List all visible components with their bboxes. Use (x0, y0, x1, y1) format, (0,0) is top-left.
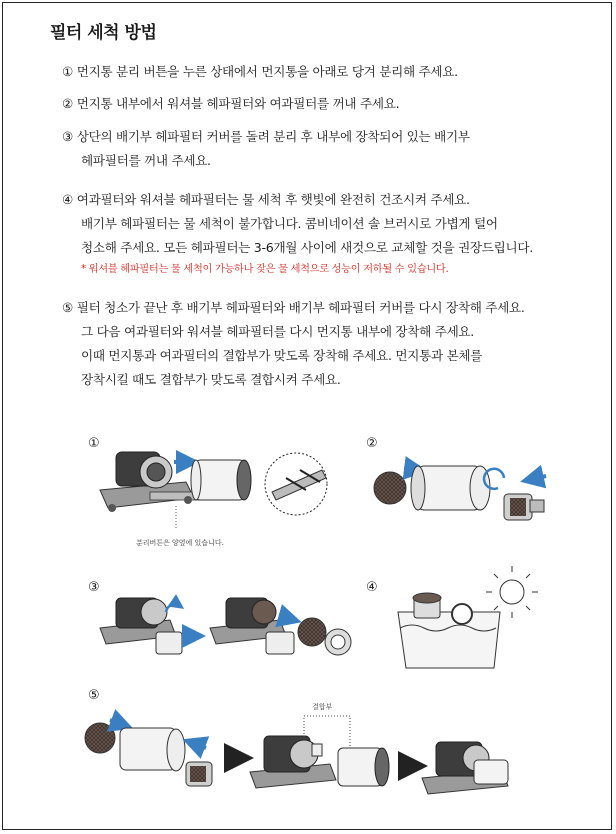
warning-note: * 워셔블 헤파필터는 물 세척이 가능하나 잦은 물 세척으로 성능이 저하될 수 있습니다. (81, 264, 449, 275)
figure-2-label: ② (366, 436, 378, 451)
figure-1-label: ① (88, 436, 100, 451)
step-number: ① (62, 64, 73, 79)
figure-1-illustration (100, 452, 327, 530)
step-number: ⑤ (62, 300, 73, 315)
figure-3-illustration (100, 598, 351, 655)
step-text: 장착시킬 때도 결합부가 맞도록 결합시켜 주세요. (81, 372, 341, 387)
washable-hepa-filter (374, 472, 406, 504)
step-text: 여과필터와 워셔블 헤파필터는 물 세척 후 햇빛에 완전히 건조시켜 주세요. (76, 192, 470, 207)
step-number: ④ (62, 192, 73, 207)
step-text: 헤파필터를 꺼내 주세요. (81, 153, 211, 168)
mesh-filter (504, 494, 544, 520)
step-text: 필터 청소가 끝난 후 배기부 헤파필터와 배기부 헤파필터 커버를 다시 장착해 주세요. (76, 300, 525, 315)
figure-4-label: ④ (366, 580, 378, 595)
figure-3-label: ③ (88, 580, 100, 595)
step-text: 이때 먼지통과 여과필터의 결합부가 맞도록 장착해 주세요. 먼지통과 본체를 (81, 348, 483, 363)
figure-2-illustration (374, 466, 546, 520)
step-text: 배기부 헤파필터는 물 세척이 불가합니다. 콤비네이션 솔 브러시로 가볍게 털어 (81, 216, 498, 231)
dust-bin (191, 460, 251, 500)
figure-5-illustration (85, 716, 508, 794)
step-text: 먼지통 분리 버튼을 누른 상태에서 먼지통을 아래로 당겨 분리해 주세요. (76, 64, 458, 79)
step-text: 청소해 주세요. 모든 헤파필터는 3-6개월 사이에 새것으로 교체할 것을 권장드립니다. (81, 240, 533, 255)
step-number: ③ (62, 129, 73, 144)
step-text: 상단의 배기부 헤파필터 커버를 돌려 분리 후 내부에 장착되어 있는 배기부 (76, 129, 470, 144)
step-text: 그 다음 여과필터와 워셔블 헤파필터를 다시 먼지통 내부에 장착해 주세요. (81, 324, 474, 339)
figure-1-caption: 분리버튼은 양옆에 있습니다. (136, 539, 224, 547)
joint-part-label: 결합부 (312, 703, 333, 711)
step-text: 먼지통 내부에서 워셔블 헤파필터와 여과필터를 꺼내 주세요. (76, 96, 400, 111)
water-basin (398, 612, 500, 668)
step-number: ② (62, 96, 73, 111)
sun-icon (486, 566, 538, 618)
page-title: 필터 세척 방법 (50, 23, 157, 43)
figure-4-illustration (398, 566, 538, 668)
figure-5-label: ⑤ (88, 688, 100, 703)
